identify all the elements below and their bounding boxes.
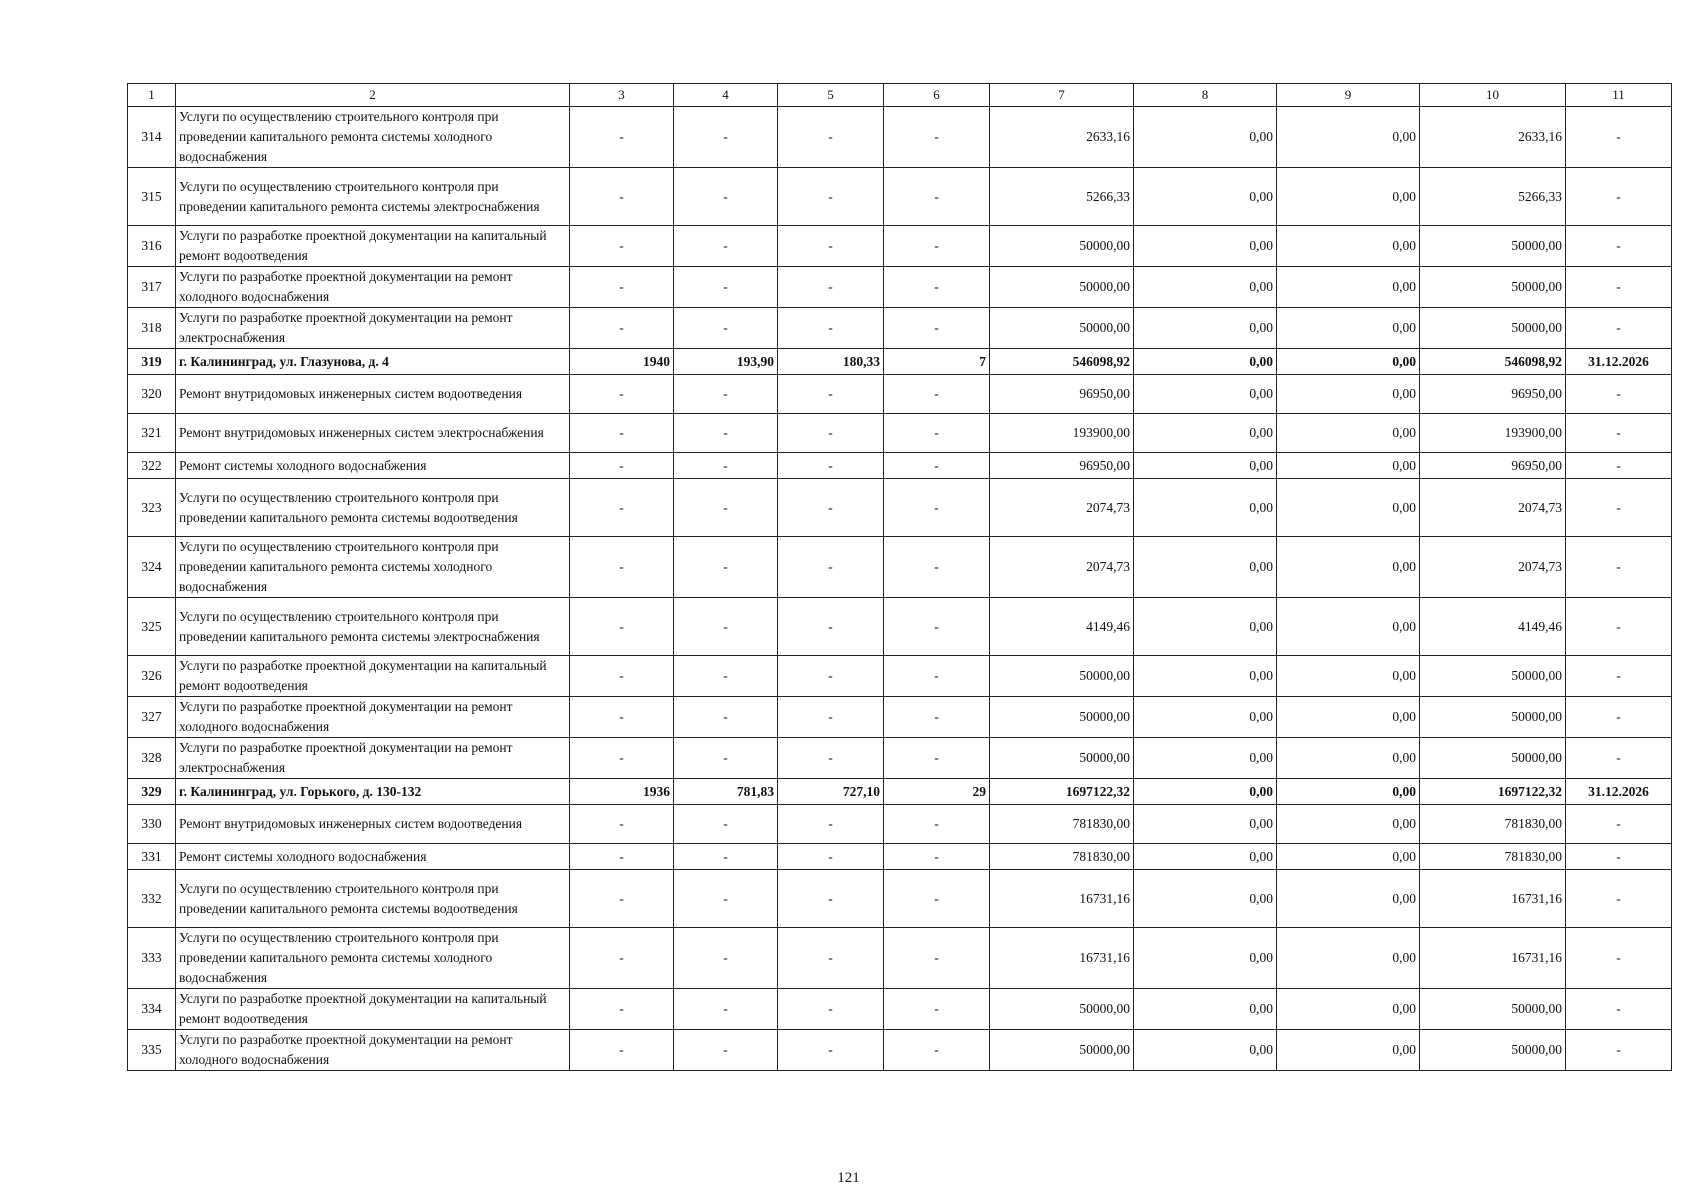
col3-cell: - xyxy=(570,168,674,226)
col11-cell: - xyxy=(1566,375,1672,414)
col11-cell: - xyxy=(1566,805,1672,844)
header-cell: 7 xyxy=(990,84,1134,107)
col7-cell: 5266,33 xyxy=(990,168,1134,226)
col3-cell: - xyxy=(570,414,674,453)
col5-cell: 180,33 xyxy=(778,349,884,375)
col4-cell: 193,90 xyxy=(674,349,778,375)
col3-cell: 1940 xyxy=(570,349,674,375)
row-number-cell: 327 xyxy=(128,697,176,738)
col5-cell: - xyxy=(778,989,884,1030)
col4-cell: - xyxy=(674,989,778,1030)
col10-cell: 546098,92 xyxy=(1420,349,1566,375)
description-cell: Ремонт системы холодного водоснабжения xyxy=(176,453,570,479)
description-cell: Услуги по осуществлению строительного контроля при проведении капитального ремонта системы электроснабжения xyxy=(176,168,570,226)
col4-cell: - xyxy=(674,844,778,870)
col3-cell: - xyxy=(570,308,674,349)
col7-cell: 50000,00 xyxy=(990,226,1134,267)
col4-cell: - xyxy=(674,375,778,414)
col7-cell: 50000,00 xyxy=(990,989,1134,1030)
table-row xyxy=(128,107,1672,168)
col3-cell: - xyxy=(570,805,674,844)
description-cell: Услуги по разработке проектной документации на ремонт холодного водоснабжения xyxy=(176,697,570,738)
col8-cell: 0,00 xyxy=(1134,308,1277,349)
col4-cell: - xyxy=(674,453,778,479)
col7-cell: 96950,00 xyxy=(990,375,1134,414)
description-cell: Услуги по осуществлению строительного контроля при проведении капитального ремонта системы холодного водоснабжения xyxy=(176,107,570,168)
col4-cell: - xyxy=(674,107,778,168)
col9-cell: 0,00 xyxy=(1277,989,1420,1030)
col4-cell: - xyxy=(674,656,778,697)
col3-cell: - xyxy=(570,598,674,656)
col10-cell: 2074,73 xyxy=(1420,479,1566,537)
header-cell: 5 xyxy=(778,84,884,107)
col5-cell: - xyxy=(778,1030,884,1071)
col5-cell: - xyxy=(778,537,884,598)
col9-cell: 0,00 xyxy=(1277,738,1420,779)
header-cell: 4 xyxy=(674,84,778,107)
col4-cell: - xyxy=(674,168,778,226)
col5-cell: - xyxy=(778,453,884,479)
table-row xyxy=(128,453,1672,479)
col4-cell: - xyxy=(674,805,778,844)
description-cell: Услуги по осуществлению строительного контроля при проведении капитального ремонта системы электроснабжения xyxy=(176,598,570,656)
col8-cell: 0,00 xyxy=(1134,267,1277,308)
col7-cell: 96950,00 xyxy=(990,453,1134,479)
col6-cell: 29 xyxy=(884,779,990,805)
col4-cell: - xyxy=(674,738,778,779)
col11-cell: - xyxy=(1566,453,1672,479)
row-number-cell: 326 xyxy=(128,656,176,697)
col11-cell: - xyxy=(1566,226,1672,267)
col5-cell: - xyxy=(778,267,884,308)
col7-cell: 546098,92 xyxy=(990,349,1134,375)
col8-cell: 0,00 xyxy=(1134,870,1277,928)
description-cell: Услуги по осуществлению строительного контроля при проведении капитального ремонта системы водоотведения xyxy=(176,870,570,928)
col9-cell: 0,00 xyxy=(1277,537,1420,598)
row-number-cell: 325 xyxy=(128,598,176,656)
description-cell: Услуги по разработке проектной документации на ремонт холодного водоснабжения xyxy=(176,267,570,308)
col8-cell: 0,00 xyxy=(1134,414,1277,453)
col9-cell: 0,00 xyxy=(1277,453,1420,479)
description-cell: Услуги по разработке проектной документации на ремонт электроснабжения xyxy=(176,738,570,779)
col3-cell: - xyxy=(570,928,674,989)
col5-cell: - xyxy=(778,598,884,656)
col4-cell: 781,83 xyxy=(674,779,778,805)
col8-cell: 0,00 xyxy=(1134,779,1277,805)
col5-cell: - xyxy=(778,844,884,870)
col11-cell: 31.12.2026 xyxy=(1566,779,1672,805)
col8-cell: 0,00 xyxy=(1134,656,1277,697)
repair-register-table xyxy=(127,83,1672,1071)
col3-cell: - xyxy=(570,656,674,697)
col9-cell: 0,00 xyxy=(1277,107,1420,168)
table-row xyxy=(128,414,1672,453)
col6-cell: - xyxy=(884,375,990,414)
col10-cell: 50000,00 xyxy=(1420,697,1566,738)
description-cell: Услуги по осуществлению строительного контроля при проведении капитального ремонта системы водоотведения xyxy=(176,479,570,537)
description-cell: г. Калининград, ул. Глазунова, д. 4 xyxy=(176,349,570,375)
col10-cell: 50000,00 xyxy=(1420,1030,1566,1071)
col9-cell: 0,00 xyxy=(1277,414,1420,453)
col9-cell: 0,00 xyxy=(1277,844,1420,870)
row-number-cell: 324 xyxy=(128,537,176,598)
row-number-cell: 329 xyxy=(128,779,176,805)
col3-cell: - xyxy=(570,479,674,537)
col6-cell: - xyxy=(884,1030,990,1071)
col11-cell: - xyxy=(1566,870,1672,928)
col10-cell: 50000,00 xyxy=(1420,267,1566,308)
col7-cell: 781830,00 xyxy=(990,844,1134,870)
col6-cell: - xyxy=(884,656,990,697)
col6-cell: - xyxy=(884,928,990,989)
col7-cell: 4149,46 xyxy=(990,598,1134,656)
description-cell: Услуги по осуществлению строительного контроля при проведении капитального ремонта системы холодного водоснабжения xyxy=(176,537,570,598)
col8-cell: 0,00 xyxy=(1134,738,1277,779)
col4-cell: - xyxy=(674,928,778,989)
header-cell: 8 xyxy=(1134,84,1277,107)
table-row xyxy=(128,168,1672,226)
col10-cell: 193900,00 xyxy=(1420,414,1566,453)
col6-cell: - xyxy=(884,479,990,537)
col10-cell: 50000,00 xyxy=(1420,656,1566,697)
col10-cell: 4149,46 xyxy=(1420,598,1566,656)
header-cell: 3 xyxy=(570,84,674,107)
col11-cell: - xyxy=(1566,267,1672,308)
col9-cell: 0,00 xyxy=(1277,479,1420,537)
col3-cell: - xyxy=(570,697,674,738)
col9-cell: 0,00 xyxy=(1277,697,1420,738)
col10-cell: 50000,00 xyxy=(1420,226,1566,267)
description-cell: Ремонт внутридомовых инженерных систем водоотведения xyxy=(176,805,570,844)
col11-cell: - xyxy=(1566,308,1672,349)
col9-cell: 0,00 xyxy=(1277,308,1420,349)
table-row xyxy=(128,844,1672,870)
register-sheet xyxy=(127,83,1671,1071)
col7-cell: 16731,16 xyxy=(990,928,1134,989)
address-summary-row xyxy=(128,349,1672,375)
col8-cell: 0,00 xyxy=(1134,168,1277,226)
col10-cell: 96950,00 xyxy=(1420,375,1566,414)
col8-cell: 0,00 xyxy=(1134,537,1277,598)
col5-cell: - xyxy=(778,414,884,453)
col5-cell: - xyxy=(778,697,884,738)
col11-cell: - xyxy=(1566,928,1672,989)
col11-cell: - xyxy=(1566,989,1672,1030)
col6-cell: - xyxy=(884,844,990,870)
col8-cell: 0,00 xyxy=(1134,349,1277,375)
col5-cell: - xyxy=(778,928,884,989)
col8-cell: 0,00 xyxy=(1134,479,1277,537)
table-row xyxy=(128,870,1672,928)
header-cell: 2 xyxy=(176,84,570,107)
description-cell: Услуги по разработке проектной документации на ремонт холодного водоснабжения xyxy=(176,1030,570,1071)
col11-cell: - xyxy=(1566,738,1672,779)
description-cell: Услуги по разработке проектной документации на ремонт электроснабжения xyxy=(176,308,570,349)
col6-cell: - xyxy=(884,989,990,1030)
col4-cell: - xyxy=(674,697,778,738)
col9-cell: 0,00 xyxy=(1277,598,1420,656)
col7-cell: 50000,00 xyxy=(990,738,1134,779)
row-number-cell: 317 xyxy=(128,267,176,308)
description-cell: Услуги по осуществлению строительного контроля при проведении капитального ремонта системы холодного водоснабжения xyxy=(176,928,570,989)
col3-cell: 1936 xyxy=(570,779,674,805)
col8-cell: 0,00 xyxy=(1134,989,1277,1030)
col5-cell: - xyxy=(778,805,884,844)
col8-cell: 0,00 xyxy=(1134,805,1277,844)
col3-cell: - xyxy=(570,537,674,598)
table-row xyxy=(128,375,1672,414)
col6-cell: - xyxy=(884,697,990,738)
table-row xyxy=(128,598,1672,656)
col10-cell: 96950,00 xyxy=(1420,453,1566,479)
col8-cell: 0,00 xyxy=(1134,928,1277,989)
col11-cell: - xyxy=(1566,697,1672,738)
row-number-cell: 333 xyxy=(128,928,176,989)
table-row xyxy=(128,697,1672,738)
row-number-cell: 334 xyxy=(128,989,176,1030)
row-number-cell: 335 xyxy=(128,1030,176,1071)
col7-cell: 50000,00 xyxy=(990,656,1134,697)
col10-cell: 781830,00 xyxy=(1420,805,1566,844)
col9-cell: 0,00 xyxy=(1277,267,1420,308)
col5-cell: - xyxy=(778,656,884,697)
col4-cell: - xyxy=(674,479,778,537)
col8-cell: 0,00 xyxy=(1134,453,1277,479)
table-row xyxy=(128,267,1672,308)
col3-cell: - xyxy=(570,267,674,308)
page-number: 121 xyxy=(837,1170,860,1186)
col7-cell: 2074,73 xyxy=(990,479,1134,537)
col11-cell: - xyxy=(1566,537,1672,598)
table-row xyxy=(128,805,1672,844)
table-row xyxy=(128,308,1672,349)
col11-cell: - xyxy=(1566,1030,1672,1071)
col3-cell: - xyxy=(570,453,674,479)
col10-cell: 50000,00 xyxy=(1420,738,1566,779)
col8-cell: 0,00 xyxy=(1134,226,1277,267)
row-number-cell: 322 xyxy=(128,453,176,479)
col4-cell: - xyxy=(674,267,778,308)
col11-cell: - xyxy=(1566,414,1672,453)
col3-cell: - xyxy=(570,1030,674,1071)
row-number-cell: 318 xyxy=(128,308,176,349)
description-cell: Ремонт внутридомовых инженерных систем водоотведения xyxy=(176,375,570,414)
col3-cell: - xyxy=(570,989,674,1030)
col5-cell: - xyxy=(778,479,884,537)
col10-cell: 1697122,32 xyxy=(1420,779,1566,805)
header-cell: 9 xyxy=(1277,84,1420,107)
col4-cell: - xyxy=(674,598,778,656)
col10-cell: 2074,73 xyxy=(1420,537,1566,598)
col6-cell: - xyxy=(884,870,990,928)
description-cell: Услуги по разработке проектной документации на капитальный ремонт водоотведения xyxy=(176,989,570,1030)
col10-cell: 50000,00 xyxy=(1420,989,1566,1030)
col11-cell: 31.12.2026 xyxy=(1566,349,1672,375)
col10-cell: 5266,33 xyxy=(1420,168,1566,226)
col6-cell: - xyxy=(884,107,990,168)
row-number-cell: 328 xyxy=(128,738,176,779)
row-number-cell: 323 xyxy=(128,479,176,537)
col9-cell: 0,00 xyxy=(1277,1030,1420,1071)
header-cell: 10 xyxy=(1420,84,1566,107)
col7-cell: 50000,00 xyxy=(990,1030,1134,1071)
col10-cell: 781830,00 xyxy=(1420,844,1566,870)
col5-cell: - xyxy=(778,375,884,414)
col9-cell: 0,00 xyxy=(1277,805,1420,844)
table-row xyxy=(128,226,1672,267)
col9-cell: 0,00 xyxy=(1277,375,1420,414)
col10-cell: 50000,00 xyxy=(1420,308,1566,349)
col3-cell: - xyxy=(570,226,674,267)
col3-cell: - xyxy=(570,107,674,168)
col7-cell: 50000,00 xyxy=(990,697,1134,738)
col5-cell: - xyxy=(778,107,884,168)
col10-cell: 16731,16 xyxy=(1420,928,1566,989)
col7-cell: 1697122,32 xyxy=(990,779,1134,805)
table-row xyxy=(128,479,1672,537)
col6-cell: - xyxy=(884,267,990,308)
col11-cell: - xyxy=(1566,168,1672,226)
row-number-cell: 315 xyxy=(128,168,176,226)
col9-cell: 0,00 xyxy=(1277,349,1420,375)
table-row xyxy=(128,738,1672,779)
col5-cell: 727,10 xyxy=(778,779,884,805)
col6-cell: - xyxy=(884,308,990,349)
row-number-cell: 321 xyxy=(128,414,176,453)
col8-cell: 0,00 xyxy=(1134,598,1277,656)
col11-cell: - xyxy=(1566,844,1672,870)
table-row xyxy=(128,537,1672,598)
header-cell: 11 xyxy=(1566,84,1672,107)
header-cell: 1 xyxy=(128,84,176,107)
col3-cell: - xyxy=(570,738,674,779)
col7-cell: 781830,00 xyxy=(990,805,1134,844)
col5-cell: - xyxy=(778,226,884,267)
description-cell: Ремонт системы холодного водоснабжения xyxy=(176,844,570,870)
row-number-cell: 314 xyxy=(128,107,176,168)
col6-cell: - xyxy=(884,453,990,479)
col6-cell: - xyxy=(884,805,990,844)
col4-cell: - xyxy=(674,226,778,267)
description-cell: г. Калининград, ул. Горького, д. 130-132 xyxy=(176,779,570,805)
row-number-cell: 331 xyxy=(128,844,176,870)
col6-cell: - xyxy=(884,414,990,453)
col4-cell: - xyxy=(674,1030,778,1071)
col10-cell: 16731,16 xyxy=(1420,870,1566,928)
col8-cell: 0,00 xyxy=(1134,107,1277,168)
col5-cell: - xyxy=(778,168,884,226)
col9-cell: 0,00 xyxy=(1277,168,1420,226)
col6-cell: - xyxy=(884,168,990,226)
col7-cell: 2074,73 xyxy=(990,537,1134,598)
col6-cell: 7 xyxy=(884,349,990,375)
col3-cell: - xyxy=(570,375,674,414)
col8-cell: 0,00 xyxy=(1134,844,1277,870)
col5-cell: - xyxy=(778,870,884,928)
col3-cell: - xyxy=(570,870,674,928)
table-row xyxy=(128,656,1672,697)
col11-cell: - xyxy=(1566,479,1672,537)
col8-cell: 0,00 xyxy=(1134,375,1277,414)
table-row xyxy=(128,928,1672,989)
table-row xyxy=(128,1030,1672,1071)
row-number-cell: 332 xyxy=(128,870,176,928)
register-rows xyxy=(128,107,1672,1071)
table-row xyxy=(128,989,1672,1030)
col9-cell: 0,00 xyxy=(1277,779,1420,805)
column-number-header-row xyxy=(128,84,1672,107)
col4-cell: - xyxy=(674,308,778,349)
description-cell: Услуги по разработке проектной документации на капитальный ремонт водоотведения xyxy=(176,226,570,267)
col7-cell: 16731,16 xyxy=(990,870,1134,928)
col7-cell: 50000,00 xyxy=(990,308,1134,349)
col6-cell: - xyxy=(884,598,990,656)
col9-cell: 0,00 xyxy=(1277,928,1420,989)
col8-cell: 0,00 xyxy=(1134,1030,1277,1071)
row-number-cell: 316 xyxy=(128,226,176,267)
col11-cell: - xyxy=(1566,107,1672,168)
row-number-cell: 319 xyxy=(128,349,176,375)
col4-cell: - xyxy=(674,537,778,598)
col6-cell: - xyxy=(884,226,990,267)
col4-cell: - xyxy=(674,870,778,928)
col3-cell: - xyxy=(570,844,674,870)
col6-cell: - xyxy=(884,738,990,779)
col11-cell: - xyxy=(1566,656,1672,697)
description-cell: Ремонт внутридомовых инженерных систем электроснабжения xyxy=(176,414,570,453)
col6-cell: - xyxy=(884,537,990,598)
address-summary-row xyxy=(128,779,1672,805)
col4-cell: - xyxy=(674,414,778,453)
description-cell: Услуги по разработке проектной документации на капитальный ремонт водоотведения xyxy=(176,656,570,697)
col5-cell: - xyxy=(778,308,884,349)
col9-cell: 0,00 xyxy=(1277,226,1420,267)
col7-cell: 50000,00 xyxy=(990,267,1134,308)
header-cell: 6 xyxy=(884,84,990,107)
col9-cell: 0,00 xyxy=(1277,656,1420,697)
col7-cell: 193900,00 xyxy=(990,414,1134,453)
col5-cell: - xyxy=(778,738,884,779)
col8-cell: 0,00 xyxy=(1134,697,1277,738)
col11-cell: - xyxy=(1566,598,1672,656)
col7-cell: 2633,16 xyxy=(990,107,1134,168)
row-number-cell: 320 xyxy=(128,375,176,414)
row-number-cell: 330 xyxy=(128,805,176,844)
col10-cell: 2633,16 xyxy=(1420,107,1566,168)
col9-cell: 0,00 xyxy=(1277,870,1420,928)
